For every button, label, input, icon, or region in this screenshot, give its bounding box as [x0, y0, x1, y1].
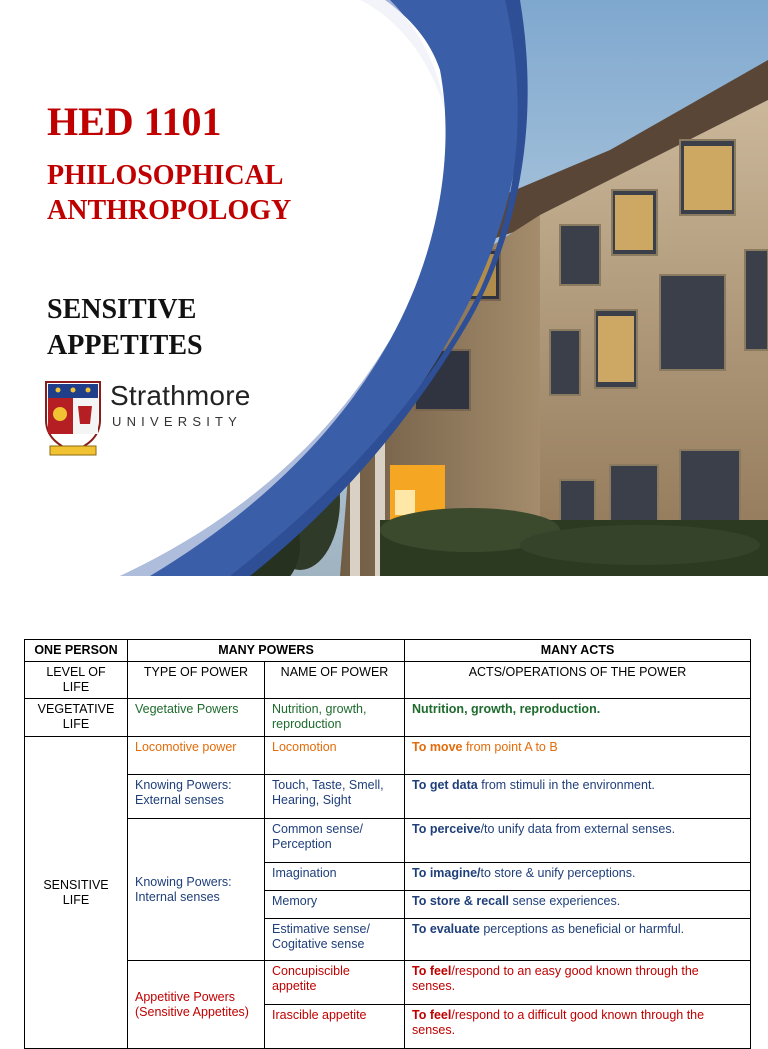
type-locomotive: Locomotive power — [128, 737, 265, 775]
type-internal: Knowing Powers: Internal senses — [128, 819, 265, 961]
header-one-person: ONE PERSON — [25, 640, 128, 662]
level-sensitive: SENSITIVE LIFE — [25, 737, 128, 1049]
type-vegetative: Vegetative Powers — [128, 699, 265, 737]
name-appetitive: Irascible appetite — [265, 1005, 405, 1049]
university-logo — [44, 380, 304, 460]
course-name-line1: PHILOSOPHICAL — [47, 160, 284, 191]
table-header-row — [25, 640, 751, 662]
act-internal: To perceive/to unify data from external senses. — [405, 819, 751, 863]
subheader-type: TYPE OF POWER — [128, 662, 265, 699]
subheader-name: NAME OF POWER — [265, 662, 405, 699]
table-row — [25, 699, 751, 737]
course-name — [47, 158, 347, 228]
table-row — [25, 775, 751, 819]
subheader-level: LEVEL OF LIFE — [25, 662, 128, 699]
topic-line1: SENSITIVE — [47, 294, 197, 325]
act-external: To get data from stimuli in the environment. — [405, 775, 751, 819]
table-row — [25, 819, 751, 863]
name-vegetative: Nutrition, growth, reproduction — [265, 699, 405, 737]
topic-line2: APPETITES — [47, 330, 203, 361]
act-vegetative: Nutrition, growth, reproduction. — [405, 699, 751, 737]
type-appetitive: Appetitive Powers (Sensitive Appetites) — [128, 961, 265, 1049]
act-internal: To store & recall sense experiences. — [405, 891, 751, 919]
name-internal: Memory — [265, 891, 405, 919]
course-name-line2: ANTHROPOLOGY — [47, 195, 292, 226]
course-code: HED 1101 — [47, 99, 222, 144]
table-row — [25, 961, 751, 1005]
act-internal: To imagine/to store & unify perceptions. — [405, 863, 751, 891]
name-internal: Imagination — [265, 863, 405, 891]
topic-title — [47, 292, 307, 364]
table-subheader-row — [25, 662, 751, 699]
name-external: Touch, Taste, Smell, Hearing, Sight — [265, 775, 405, 819]
act-appetitive: To feel/respond to an easy good known through the senses. — [405, 961, 751, 1005]
act-locomotive: To move from point A to B — [405, 737, 751, 775]
act-appetitive: To feel/respond to a difficult good known through the senses. — [405, 1005, 751, 1049]
header-many-acts: MANY ACTS — [405, 640, 751, 662]
logo-name: Strathmore — [110, 380, 251, 411]
name-internal: Estimative sense/ Cogitative sense — [265, 919, 405, 961]
powers-table — [24, 639, 751, 1049]
type-external: Knowing Powers: External senses — [128, 775, 265, 819]
header-many-powers: MANY POWERS — [128, 640, 405, 662]
table-row — [25, 737, 751, 775]
act-internal: To evaluate perceptions as beneficial or harmful. — [405, 919, 751, 961]
subheader-acts: ACTS/OPERATIONS OF THE POWER — [405, 662, 751, 699]
logo-subtitle: UNIVERSITY — [112, 414, 243, 429]
name-appetitive: Concupiscible appetite — [265, 961, 405, 1005]
level-vegetative: VEGETATIVE LIFE — [25, 699, 128, 737]
name-locomotive: Locomotion — [265, 737, 405, 775]
university-crest-icon — [44, 380, 102, 458]
name-internal: Common sense/ Perception — [265, 819, 405, 863]
